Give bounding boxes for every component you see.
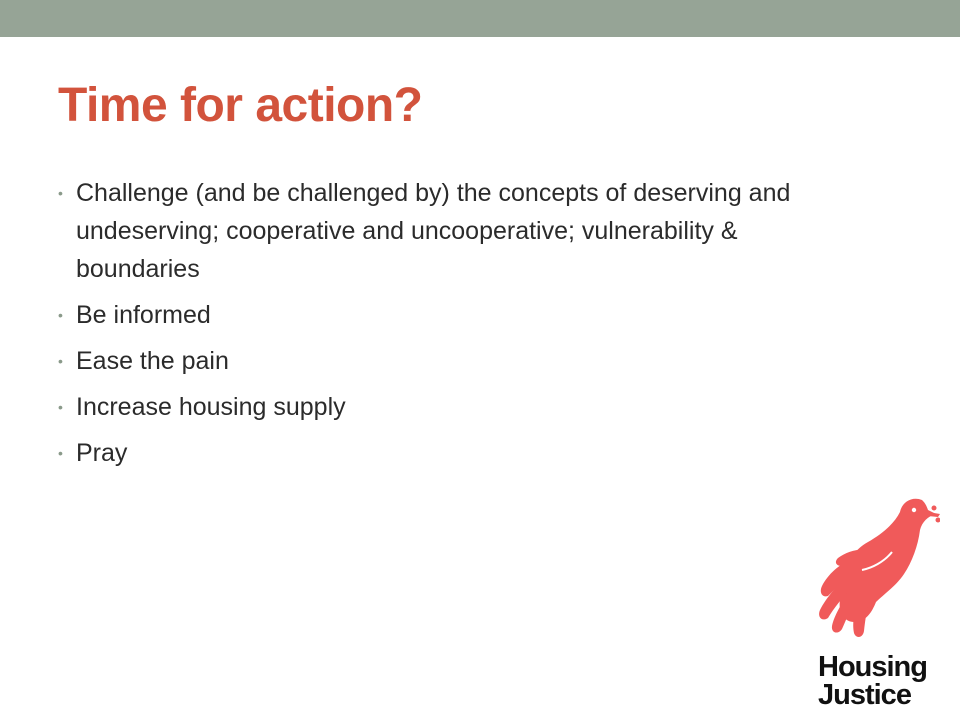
hand-dove-icon — [810, 490, 940, 640]
housing-justice-logo — [800, 490, 950, 715]
bullet-dot-icon: • — [58, 185, 63, 201]
bullet-text: Increase housing supply — [76, 393, 346, 421]
bullet-item — [56, 388, 796, 426]
bullet-dot-icon: • — [58, 307, 63, 323]
logo-text-line1: Housing — [818, 651, 927, 683]
bullet-item — [56, 174, 796, 288]
bullet-item — [56, 296, 796, 334]
bullet-item — [56, 434, 796, 472]
bullet-item — [56, 342, 796, 380]
bullet-dot-icon: • — [58, 399, 63, 415]
bullet-list — [56, 174, 796, 480]
bullet-dot-icon: • — [58, 445, 63, 461]
bullet-text: Challenge (and be challenged by) the concepts of deserving and undeserving; cooperative and uncooperative; vulnerability & boundaries — [76, 179, 791, 283]
logo-text-line2: Justice — [818, 679, 911, 711]
bullet-text: Be informed — [76, 301, 211, 329]
slide-title: Time for action? — [58, 79, 423, 132]
bullet-dot-icon: • — [58, 353, 63, 369]
bullet-text: Ease the pain — [76, 347, 229, 375]
top-band — [0, 0, 960, 37]
bullet-text: Pray — [76, 439, 128, 467]
